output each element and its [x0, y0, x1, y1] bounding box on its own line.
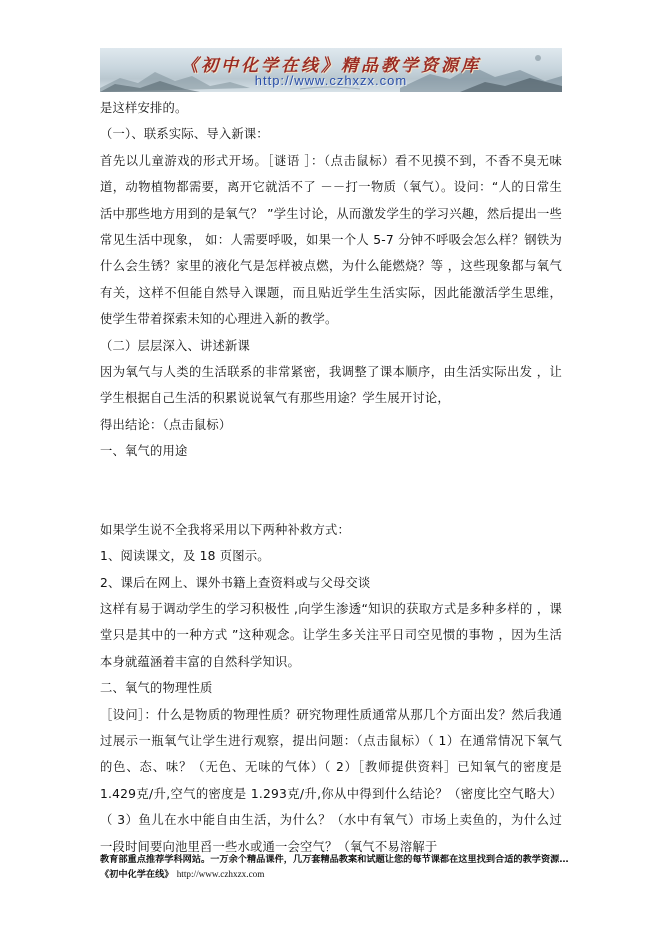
list-item-1: 1、阅读课文，及 18 页图示。 [100, 549, 270, 564]
subheading-oxygen-uses: 一、氧气的用途 [100, 444, 188, 459]
footer-text: 教育部重点推荐学科网站。一万余个精品课件，几万套精品教案和试题让您的每节课都在这里找到合适的教学资源…《初中化学在线》 [100, 854, 569, 880]
page-footer [100, 852, 570, 882]
section-heading-2: （二）层层深入、讲述新课 [100, 338, 250, 353]
paragraph-questions: ［设问］：什么是物质的物理性质？研究物理性质通常从那几个方面出发？然后我通过展示一瓶氧气让学生进行观察，提出问题：（点击鼠标）（ 1）在通常情况下氧气的色、态、味？（无色、无味的气体）（ 2）［教师提供资料］已知氧气的密度是 1.429克/升,空气的密度是 1.293克/升,你从中得到什么结论？（密度比空气略大）（ 3）鱼儿在水中能自由生活，为什么？（水中有氧气）市场上卖鱼的，为什么过一段时间要向池里舀一些水或通一会空气？（氧气不易溶解于 [100, 707, 562, 854]
paragraph-conclusion: 得出结论：（点击鼠标） [100, 417, 232, 432]
header-banner [100, 48, 562, 92]
section-heading-1: （一）、联系实际、导入新课： [100, 127, 269, 142]
list-item-2: 2、课后在网上、课外书籍上查资料或与父母交谈 [100, 575, 371, 590]
paragraph-discussion: 因为氧气与人类的生活联系的非常紧密，我调整了课本顺序，由生活实际出发 ，让学生根据自己生活的积累说说氧气有那些用途？学生展开讨论， [100, 365, 562, 406]
paragraph-riddle: 首先以儿童游戏的形式开场。［谜语 ］：（点击鼠标）看不见摸不到，不香不臭无味道，动物植物都需要，离开它就活不了 －－打一物质（氧气）。设问：“人的日常生活中那些地方用到的是氧气？ ”学生讨论，从而激发学生的学习兴趣，然后提出一些常见生活中现象， 如：人需要呼吸，如果一个人 5-7 分钟不呼吸会怎么样？钢铁为什么会生锈？家里的液化气是怎样被点燃，为什么能燃烧？等 ，这些现象都与氧气有关，这样不但能自然导入课题，而且贴近学生生活实际，因此能激活学生思维，使学生带着探索未知的心理进入新的教学。 [100, 153, 562, 327]
banner-url[interactable]: http://www.czhxzx.com [254, 73, 408, 88]
banner-title: 《初中化学在线》精品教学资源库 [181, 56, 481, 76]
footer-url[interactable]: http://www.czhxzx.com [176, 869, 265, 879]
blank-space [100, 465, 562, 517]
document-body [100, 95, 562, 860]
paragraph-motivation: 这样有易于调动学生的学习积极性 ,向学生渗透“知识的获取方式是多种多样的 ，课堂只是其中的一种方式 ”这种观念。让学生多关注平日司空见惯的事物 ，因为生活本身就蕴涵着丰富的自然科学知识。 [100, 601, 562, 669]
subheading-physical-properties: 二、氧气的物理性质 [100, 681, 213, 696]
paragraph-remedy: 如果学生说不全我将采用以下两种补救方式： [100, 522, 350, 537]
paragraph-intro: 是这样安排的。 [100, 101, 188, 115]
